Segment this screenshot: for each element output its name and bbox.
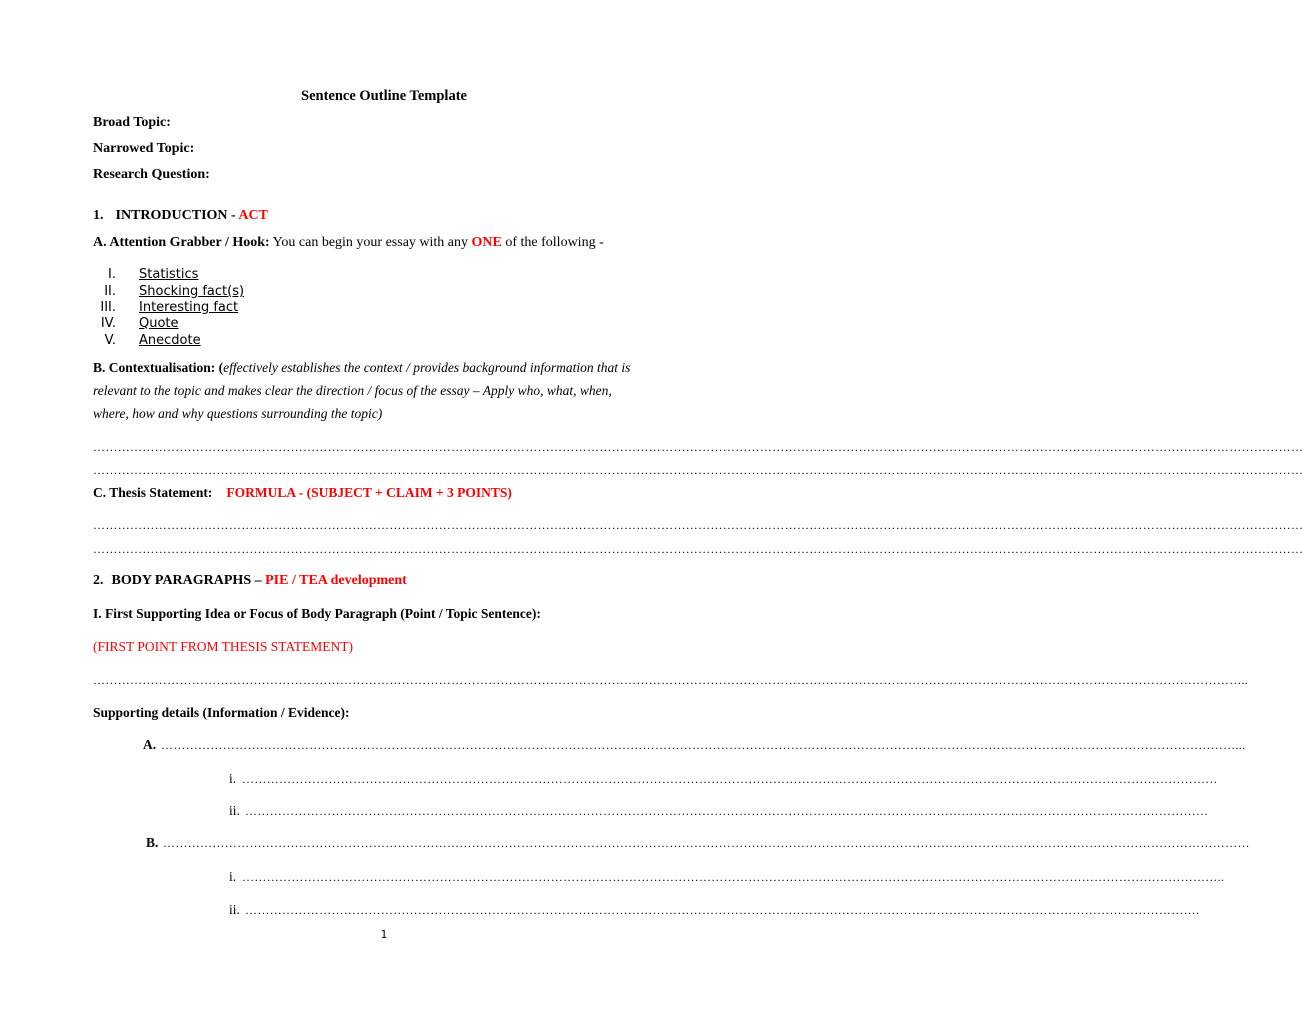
intro-heading: [93, 208, 268, 224]
list-text: Shocking fact(s): [139, 284, 245, 299]
intro-number: 1.: [93, 208, 104, 223]
writing-line: ………………………………………………………………………………………………………………………………………………………………………………………………………………………………………...: [161, 738, 1246, 752]
page-title: Sentence Outline Template: [301, 88, 467, 104]
contextualisation-line-2: relevant to the topic and makes clear the direction / focus of the essay – Apply who, what, when,: [93, 383, 612, 398]
list-item: [92, 300, 238, 315]
list-text: Statistics: [139, 267, 199, 282]
narrowed-topic-label: Narrowed Topic:: [93, 141, 195, 156]
body-heading: [93, 573, 407, 589]
list-numeral: II.: [104, 284, 116, 299]
first-supporting-idea-label: I. First Supporting Idea or Focus of Body Paragraph (Point / Topic Sentence):: [93, 606, 541, 621]
page-number: 1: [380, 928, 388, 941]
list-item: [92, 333, 201, 348]
list-text: Interesting fact: [139, 300, 239, 315]
research-question-label: Research Question:: [93, 167, 210, 182]
detail-a: [143, 737, 156, 753]
detail-a-ii-label: ii.: [229, 803, 240, 818]
list-numeral: I.: [108, 267, 116, 282]
list-text: Quote: [139, 316, 179, 331]
body-heading-pie-tea: PIE / TEA development: [265, 573, 407, 588]
writing-line: ……………………………………………………………………………………………………………………………………………………………………………………………………………………………………………………………………: [93, 542, 1303, 556]
intro-heading-text: INTRODUCTION -: [115, 208, 239, 223]
writing-line: …………………………………………………………………………………………………………………………………………………………………………………………………………….: [245, 903, 1200, 917]
detail-b-i-label: i.: [229, 869, 237, 884]
list-item: [92, 284, 244, 299]
intro-heading-act: ACT: [238, 208, 268, 223]
detail-b: [146, 835, 158, 851]
attention-grabber-label: A. Attention Grabber / Hook:: [93, 235, 270, 250]
detail-b-label: B.: [146, 835, 159, 850]
writing-line: ……………………………………………………………………………………………………………………………………………………………………………………………………………………………………………………………………: [93, 463, 1303, 477]
contextualisation-line-3: where, how and why questions surrounding the topic): [93, 406, 383, 421]
supporting-details-label: Supporting details (Information / Evidence):: [93, 705, 350, 720]
writing-line: ………………………………………………………………………………………………………………………………………………………………………………………………………………: [245, 804, 1209, 818]
attention-grabber-text-1: You can begin your essay with any: [269, 235, 472, 250]
contextualisation-label: B. Contextualisation: (: [93, 360, 224, 375]
contextualisation-line-1: [93, 360, 630, 376]
list-item: [92, 267, 198, 282]
writing-line: …………………………………………………………………………………………………………………………………………………………………………………………………………………………………………: [163, 836, 1250, 850]
body-number: 2.: [93, 573, 104, 588]
writing-line: …………………………………………………………………………………………………………………………………………………………………………………………………………………..: [242, 870, 1225, 884]
attention-grabber-one: ONE: [471, 235, 502, 250]
first-point-instruction: (FIRST POINT FROM THESIS STATEMENT): [93, 639, 353, 654]
thesis-statement-label: C. Thesis Statement:: [93, 485, 213, 500]
writing-line: ………………………………………………………………………………………………………………………………………………………………………………………………………………………………………………………..: [93, 673, 1249, 687]
writing-line: ……………………………………………………………………………………………………………………………………………………………………………………………………………………………………………………………………: [93, 518, 1303, 532]
list-numeral: IV.: [100, 316, 116, 331]
body-heading-text: BODY PARAGRAPHS –: [111, 573, 266, 588]
detail-b-ii-label: ii.: [229, 902, 240, 917]
attention-grabber-text-2: of the following -: [501, 235, 604, 250]
writing-line: ……………………………………………………………………………………………………………………………………………………………………………………………………………………………………………………………………: [93, 440, 1303, 454]
detail-a-label: A.: [143, 737, 157, 752]
writing-line: …………………………………………………………………………………………………………………………………………………………………………………………………………………: [242, 772, 1218, 786]
thesis-formula: FORMULA - (SUBJECT + CLAIM + 3 POINTS): [226, 485, 512, 500]
list-text: Anecdote: [139, 333, 201, 348]
list-numeral: V.: [104, 333, 116, 348]
attention-grabber-line: [93, 235, 604, 251]
contextualisation-text-1: effectively establishes the context / provides background information that is: [223, 360, 631, 375]
detail-a-i-label: i.: [229, 771, 237, 786]
broad-topic-label: Broad Topic:: [93, 115, 171, 130]
thesis-statement-line: [93, 485, 512, 501]
list-numeral: III.: [100, 300, 116, 315]
list-item: [92, 316, 179, 331]
